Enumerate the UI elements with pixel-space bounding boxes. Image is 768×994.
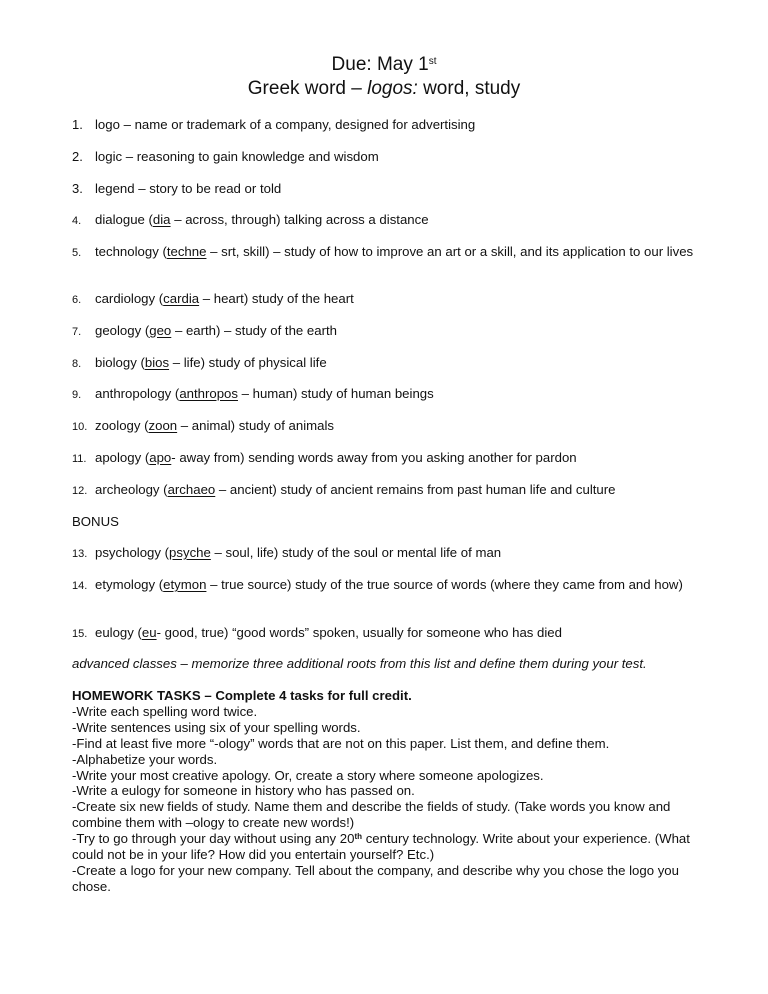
vocab-item-4: 4. dialogue (dia – across, through) talking across a distance	[72, 212, 429, 227]
greek-root: anthropos	[179, 386, 238, 401]
vocab-item-8: 8. biology (bios – life) study of physical life	[72, 355, 327, 370]
greek-root: psyche	[169, 545, 211, 560]
vocab-item-2: 2. logic – reasoning to gain knowledge and wisdom	[72, 149, 379, 164]
greek-root: etymon	[163, 577, 207, 592]
advanced-classes-note: advanced classes – memorize three additional roots from this list and define them during your test.	[72, 656, 647, 671]
greek-root: apo	[149, 450, 172, 465]
due-date-heading: Due: May 1st	[331, 54, 437, 75]
vocab-item-3: 3. legend – story to be read or told	[72, 181, 282, 196]
homework-task: -Write your most creative apology. Or, create a story where someone apologizes.	[72, 767, 544, 783]
vocab-item-9: 9. anthropology (anthropos – human) study of human beings	[72, 386, 434, 401]
vocab-item-13: 13. psychology (psyche – soul, life) study of the soul or mental life of man	[72, 545, 502, 560]
homework-title: HOMEWORK TASKS – Complete 4 tasks for full credit.	[72, 688, 412, 703]
vocab-item-14: 14. etymology (etymon – true source) study of the true source of words (where they came from and how)	[72, 577, 683, 592]
homework-task: -Try to go through your day without using any 20th century technology. Write about your experience. (What could not be in your life? How did you entertain yourself? Etc.)	[72, 831, 690, 863]
bonus-heading: BONUS	[72, 514, 119, 529]
greek-root: bios	[144, 355, 170, 370]
vocab-item-5: 5. technology (techne – srt, skill) – study of how to improve an art or a skill, and its application to our lives	[72, 244, 694, 259]
vocab-item-10: 10. zoology (zoon – animal) study of animals	[72, 418, 334, 433]
page-title: Greek word – logos: word, study	[247, 78, 521, 99]
greek-root: cardia	[163, 291, 200, 306]
vocab-item-1: 1. logo – name or trademark of a company, designed for advertising	[72, 117, 476, 132]
homework-tasks	[72, 688, 702, 895]
vocab-item-6: 6. cardiology (cardia – heart) study of the heart	[72, 291, 354, 306]
homework-task: -Write sentences using six of your spelling words.	[72, 719, 361, 735]
greek-root: archaeo	[167, 482, 216, 497]
greek-root: techne	[166, 244, 207, 259]
greek-root: zoon	[148, 418, 178, 433]
greek-root: geo	[149, 323, 172, 338]
homework-task: -Create six new fields of study. Name them and describe the fields of study. (Take words you know and combine them with –ology to create new words!)	[72, 799, 671, 831]
vocab-item-15: 15. eulogy (eu- good, true) “good words” spoken, usually for someone who has died	[72, 625, 562, 640]
greek-root: dia	[152, 212, 171, 227]
homework-task: -Alphabetize your words.	[72, 751, 218, 767]
vocab-item-12: 12. archeology (archaeo – ancient) study of ancient remains from past human life and culture	[72, 482, 616, 497]
homework-task: -Create a logo for your new company. Tell about the company, and describe why you chose the logo you chose.	[72, 862, 679, 894]
homework-task: -Write a eulogy for someone in history who has passed on.	[72, 783, 415, 799]
vocab-item-7: 7. geology (geo – earth) – study of the earth	[72, 323, 337, 338]
homework-task: -Write each spelling word twice.	[72, 703, 258, 719]
homework-task: -Find at least five more “-ology” words that are not on this paper. List them, and define them.	[72, 735, 610, 751]
greek-root: eu	[141, 625, 157, 640]
vocab-item-11: 11. apology (apo- away from) sending words away from you asking another for pardon	[72, 450, 577, 465]
